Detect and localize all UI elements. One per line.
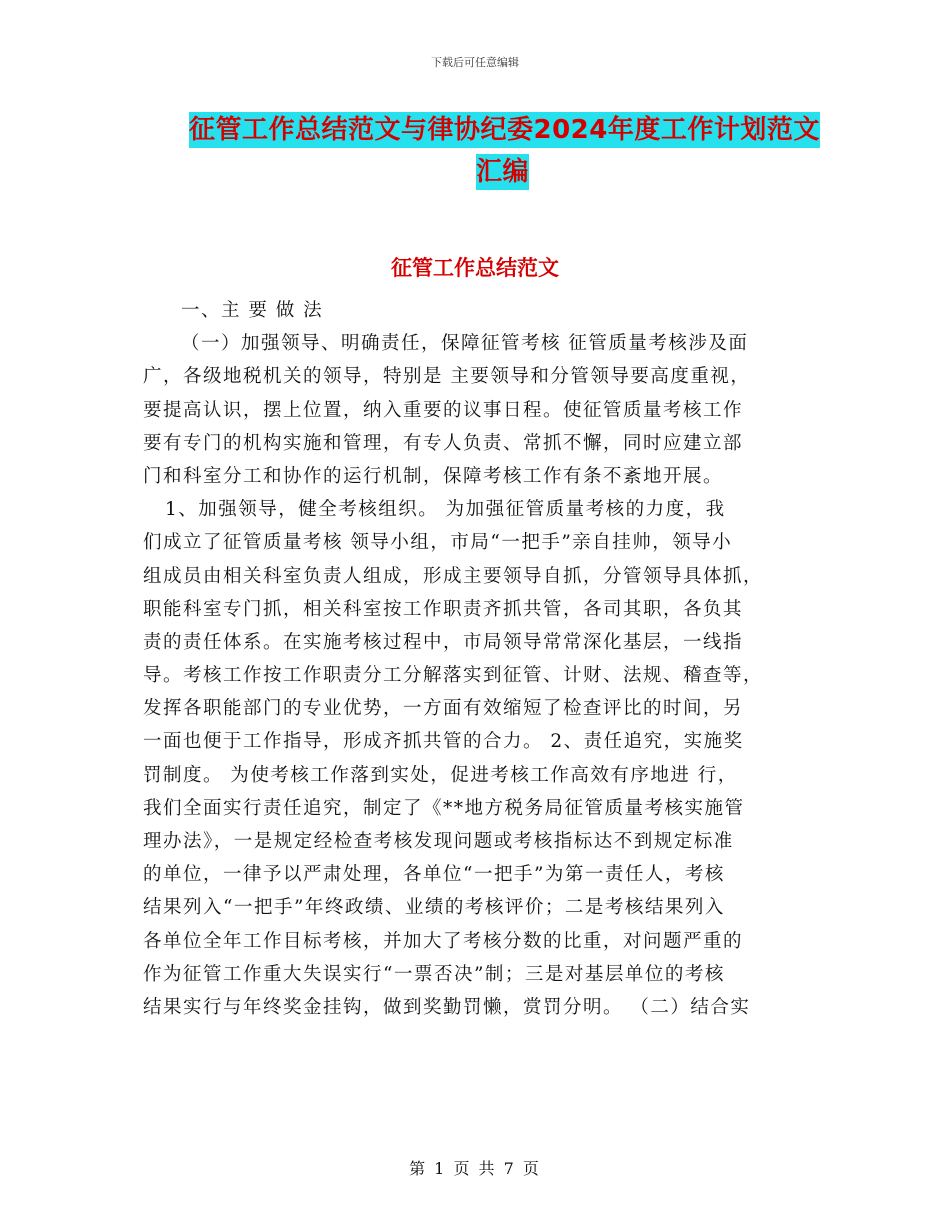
body-line: 结果列入“一把手”年终政绩、业绩的考核评价；二是考核结果列入	[143, 897, 725, 919]
page-number-footer: 第 1 页 共 7 页	[409, 1159, 541, 1178]
body-line: 发挥各职能部门的专业优势，一方面有效缩短了检查评比的时间，另	[143, 698, 744, 720]
body-line: 要有专门的机构实施和管理，有专人负责、常抓不懈，同时应建立部	[143, 432, 744, 454]
body-line: 组成员由相关科室负责人组成，形成主要领导自抓，分管领导具体抓，	[143, 565, 764, 587]
body-line: 结果实行与年终奖金挂钩，做到奖勤罚懒，赏罚分明。 （二）结合实	[143, 996, 751, 1018]
body-line: 罚制度。 为使考核工作落到实处，促进考核工作高效有序地进 行，	[143, 764, 738, 786]
body-line: 们成立了征管质量考核 领导小组，市局“一把手”亲自挂帅，领导小	[143, 532, 733, 554]
body-line: 各单位全年工作目标考核，并加大了考核分数的比重，对问题严重的	[143, 930, 744, 952]
body-line: 理办法》，一是规定经检查考核发现问题或考核指标达不到规定标准	[143, 831, 734, 852]
body-line: 的单位，一律予以严肃处理，各单位“一把手”为第一责任人，考核	[143, 864, 725, 886]
body-text	[143, 294, 803, 1024]
body-line: 导。考核工作按工作职责分工分解落实到征管、计财、法规、稽查等，	[143, 665, 764, 687]
section-title: 征管工作总结范文	[391, 256, 559, 280]
body-line: 门和科室分工和协作的运行机制，保障考核工作有条不紊地开展。	[143, 465, 724, 487]
title-line-1: 征管工作总结范文与律协纪委2024年度工作计划范文	[189, 112, 820, 148]
body-line: 要提高认识，摆上位置，纳入重要的议事日程。使征管质量考核工作	[143, 399, 744, 421]
body-line: 1、加强领导，健全考核组织。 为加强征管质量考核的力度，我	[165, 499, 726, 521]
body-line: 广，各级地税机关的领导，特别是 主要领导和分管领导要高度重视，	[143, 366, 751, 388]
body-line: 我们全面实行责任追究，制定了《**地方税务局征管质量考核实施管	[143, 797, 745, 819]
document-title	[0, 112, 950, 190]
body-line: 一、主 要 做 法	[181, 300, 324, 321]
title-line-2: 汇编	[476, 154, 529, 190]
body-line: 责的责任体系。在实施考核过程中，市局领导常常深化基层，一线指	[143, 631, 744, 653]
body-line: 作为征管工作重大失误实行“一票否决”制；三是对基层单位的考核	[143, 963, 725, 985]
header-note: 下载后可任意编辑	[431, 56, 519, 69]
body-line: 职能科室专门抓，相关科室按工作职责齐抓共管，各司其职，各负其	[143, 598, 744, 620]
body-line: 一面也便于工作指导，形成齐抓共管的合力。 2、责任追究，实施奖	[143, 731, 744, 753]
body-line: （一）加强领导、明确责任，保障征管考核 征管质量考核涉及面	[181, 333, 749, 355]
